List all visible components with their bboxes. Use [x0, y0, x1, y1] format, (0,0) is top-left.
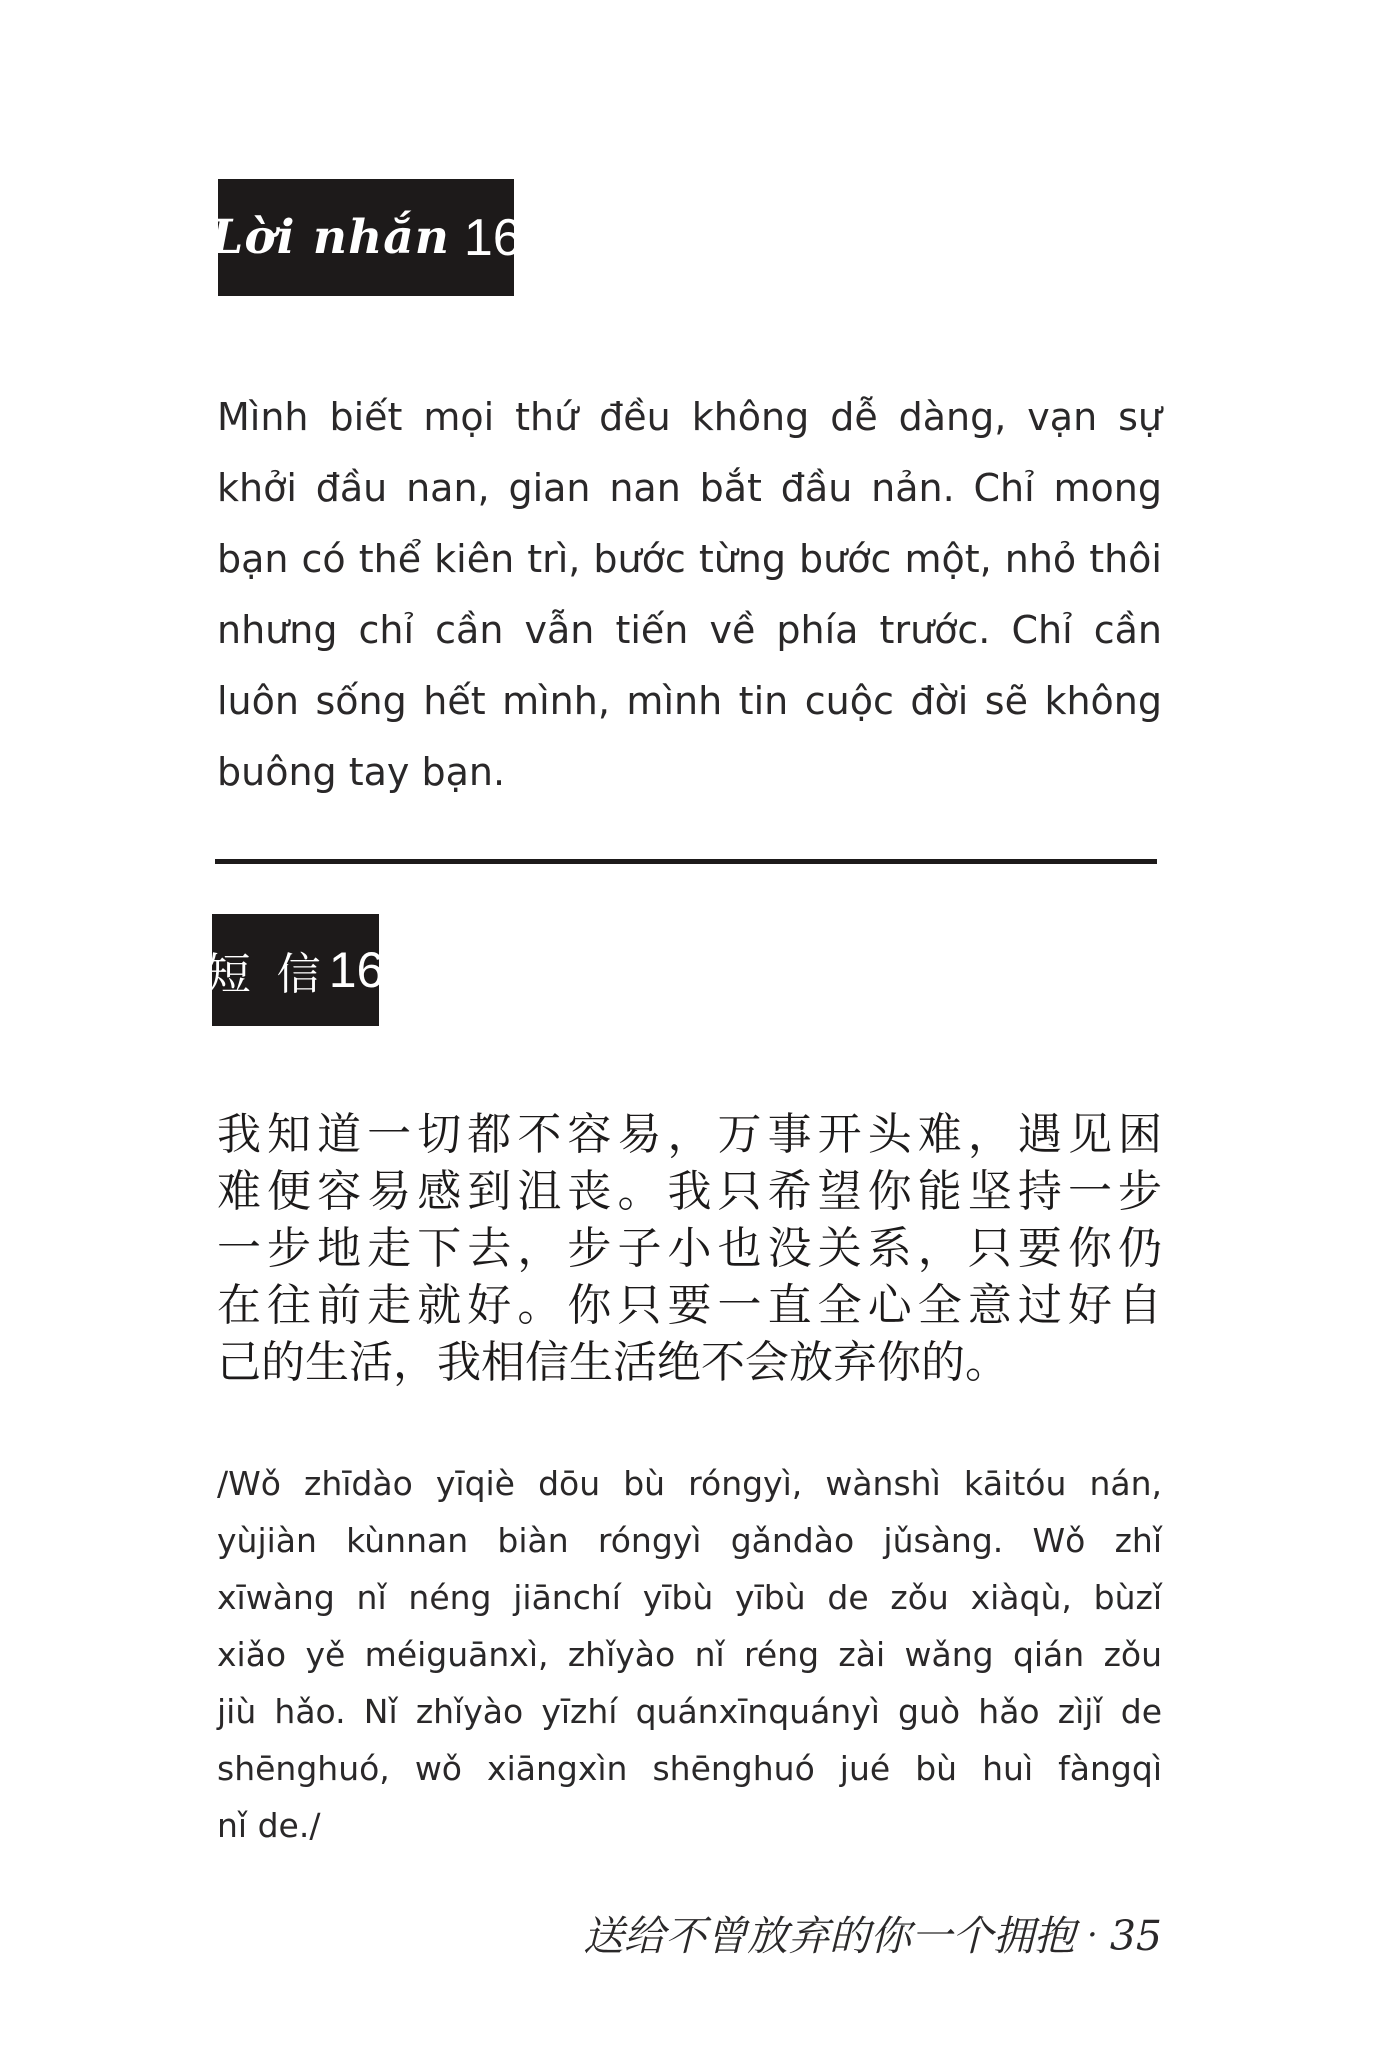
text-line: bạn có thể kiên trì, bước từng bước một, nhỏ thôi: [217, 537, 1162, 581]
page-footer: [217, 1903, 1162, 1962]
text-line: xiǎo yě méiguānxì, zhǐyào nǐ réng zài wǎng qián zǒu: [217, 1635, 1162, 1674]
text-line: shēnghuó, wǒ xiāngxìn shēnghuó jué bù huì fàngqì: [217, 1749, 1162, 1788]
text-line: buông tay bạn.: [217, 750, 506, 794]
chinese-section-number: 16: [328, 942, 385, 998]
chinese-paragraph: [217, 1106, 1162, 1391]
footer-page-number: 35: [1109, 1912, 1162, 1960]
text-line: 己的生活，我相信生活绝不会放弃你的。: [217, 1337, 1009, 1388]
text-line: khởi đầu nan, gian nan bắt đầu nản. Chỉ mong: [217, 466, 1162, 510]
text-line: 一步地走下去，步子小也没关系，只要你仍: [217, 1223, 1162, 1274]
text-line: yùjiàn kùnnan biàn róngyì gǎndào jǔsàng. Wǒ zhǐ: [217, 1521, 1162, 1560]
vietnamese-section-badge: [210, 179, 522, 296]
text-line: nhưng chỉ cần vẫn tiến về phía trước. Chỉ cần: [217, 608, 1162, 652]
text-line: /Wǒ zhīdào yīqiè dōu bù róngyì, wànshì kāitóu nán,: [217, 1464, 1162, 1503]
text-line: jiù hǎo. Nǐ zhǐyào yīzhí quánxīnquányì guò hǎo zìjǐ de: [217, 1692, 1162, 1731]
section-divider: [215, 859, 1157, 864]
vietnamese-paragraph: [217, 382, 1162, 808]
text-line: 我知道一切都不容易，万事开头难，遇见困: [217, 1109, 1162, 1160]
text-line: 在往前走就好。你只要一直全心全意过好自: [217, 1280, 1162, 1331]
text-line: luôn sống hết mình, mình tin cuộc đời sẽ không: [217, 679, 1162, 723]
chinese-section-title: 短 信: [206, 949, 327, 1000]
vietnamese-section-title: Lời nhắn: [210, 210, 450, 265]
vietnamese-section-number: 16: [463, 208, 522, 267]
footer-running-title: 送给不曾放弃的你一个拥抱: [583, 1912, 1076, 1960]
text-line: 难便容易感到沮丧。我只希望你能坚持一步: [217, 1166, 1162, 1217]
footer-separator: ·: [1087, 1915, 1098, 1955]
text-line: xīwàng nǐ néng jiānchí yībù yībù de zǒu xiàqù, bùzǐ: [217, 1578, 1162, 1617]
chinese-section-badge: [206, 914, 385, 1026]
pinyin-paragraph: [217, 1455, 1162, 1854]
text-line: nǐ de./: [217, 1806, 321, 1845]
text-line: Mình biết mọi thứ đều không dễ dàng, vạn sự: [217, 395, 1162, 439]
